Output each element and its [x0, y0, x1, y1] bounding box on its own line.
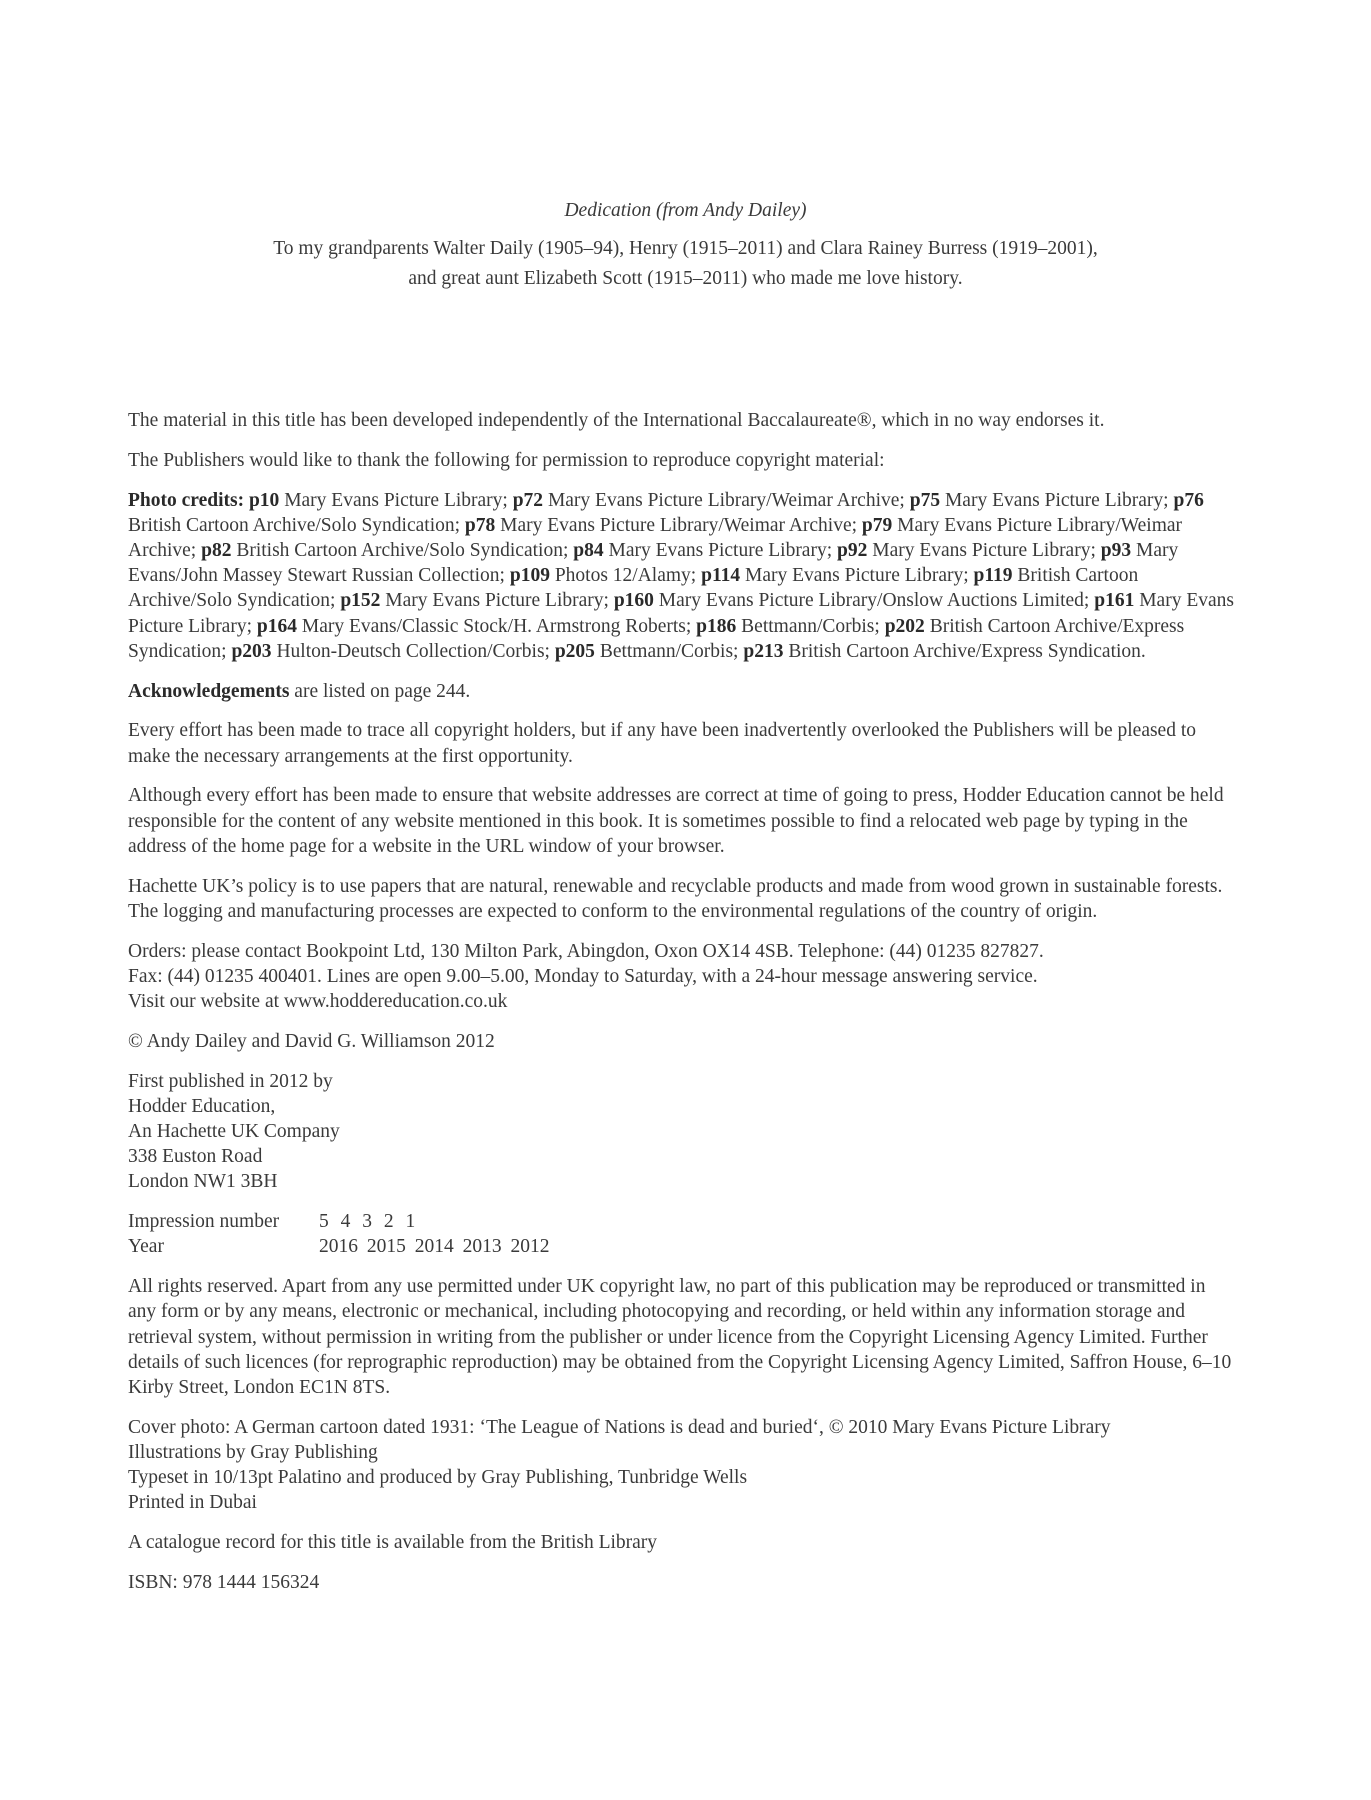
credit-page-ref: p203 [231, 640, 272, 662]
isbn: ISBN: 978 1444 156324 [128, 1572, 320, 1594]
paper-policy: Hachette UK’s policy is to use papers that are natural, renewable and recyclable products and made from wood grown in sustainable forests. The logging and manufacturing processes are expected to conform to the environmental regulations of the country of origin. [128, 875, 1223, 922]
credit-page-ref: p109 [509, 565, 550, 587]
credit-page-ref: p76 [1173, 489, 1204, 511]
acknowledgements-text: are listed on page 244. [289, 680, 471, 702]
dedication-title: Dedication (from Andy Dailey) [564, 200, 807, 221]
credit-source: Mary Evans/Classic Stock/H. Armstrong Roberts; [296, 615, 697, 637]
credit-page-ref: p213 [743, 640, 784, 662]
credit-source: Mary Evans Picture Library; [740, 565, 974, 587]
publisher-city: London NW1 3BH [128, 1171, 278, 1193]
credit-page-ref: p79 [861, 514, 893, 536]
dedication-line-1: To my grandparents Walter Daily (1905–94), Henry (1915–2011) and Clara Rainey Burress (1919–2001), [273, 238, 1098, 259]
orders-line: Orders: please contact Bookpoint Ltd, 130 Milton Park, Abingdon, Oxon OX14 4SB. Telephone: (44) 01235 827827. [128, 940, 1044, 962]
credit-page-ref: p152 [340, 590, 381, 612]
impression-value: 5 4 3 2 1 [319, 1211, 416, 1233]
year-row [128, 1234, 550, 1259]
credit-source: Mary Evans Picture Library/Weimar Archive; [543, 489, 910, 511]
year-value: 2016 2015 2014 2013 2012 [319, 1236, 550, 1258]
credit-page-ref: p93 [1100, 540, 1132, 561]
photo-credits [128, 488, 1238, 664]
credit-page-ref: p78 [464, 514, 496, 536]
credit-page-ref: p160 [613, 590, 654, 612]
illustrations-credit: Illustrations by Gray Publishing [128, 1442, 378, 1464]
credit-page-ref: p82 [201, 540, 232, 561]
credit-page-ref: p205 [554, 640, 595, 662]
impression-table [128, 1209, 550, 1259]
credit-source: Mary Evans Picture Library/Weimar Archive; [495, 514, 862, 536]
credit-source: Bettmann/Corbis; [736, 615, 885, 637]
credit-page-ref: p164 [256, 615, 297, 637]
publisher-company: An Hachette UK Company [128, 1121, 340, 1143]
credit-source: Mary Evans Picture Library; [279, 489, 513, 511]
credit-source: British Cartoon Archive/Solo Syndication; [128, 514, 465, 536]
credit-source: Mary Evans/John Massey Stewart Russian Collection; [128, 540, 1179, 587]
published-line: First published in 2012 by [128, 1070, 333, 1092]
impression-label: Impression number [128, 1211, 280, 1233]
typeset-credit: Typeset in 10/13pt Palatino and produced by Gray Publishing, Tunbridge Wells [128, 1467, 748, 1489]
credit-source: Mary Evans Picture Library; [940, 489, 1174, 511]
photo-credits-label: Photo credits: [128, 489, 245, 511]
credit-source: Hulton-Deutsch Collection/Corbis; [271, 640, 555, 662]
credit-source: Mary Evans Picture Library; [380, 590, 614, 612]
credit-page-ref: p202 [884, 615, 925, 637]
fax-line: Fax: (44) 01235 400401. Lines are open 9.00–5.00, Monday to Saturday, with a 24-hour message answering service. [128, 965, 1038, 987]
credit-source: Mary Evans Picture Library/Weimar Archive; [128, 514, 1183, 561]
production-credits [128, 1415, 1238, 1516]
credit-page-ref: p72 [512, 489, 544, 511]
website-line: Visit our website at www.hoddereducation.co.uk [128, 991, 508, 1013]
credit-page-ref: p84 [573, 540, 604, 561]
copyright-line: © Andy Dailey and David G. Williamson 2012 [128, 1030, 495, 1052]
publisher-address [128, 1069, 1238, 1195]
credit-source: British Cartoon Archive/Solo Syndication; [128, 565, 1139, 612]
credit-page-ref: p119 [973, 565, 1013, 587]
credit-source: Bettmann/Corbis; [594, 640, 744, 662]
catalogue-record: A catalogue record for this title is available from the British Library [128, 1532, 658, 1554]
credit-source: Mary Evans Picture Library; [603, 540, 837, 561]
acknowledgements-note [128, 679, 1238, 704]
publisher-street: 338 Euston Road [128, 1146, 263, 1168]
acknowledgements-label: Acknowledgements [128, 680, 290, 702]
credit-page-ref: p161 [1094, 590, 1135, 612]
website-notice: Although every effort has been made to ensure that website addresses are correct at time of going to press, Hodder Education cannot be held responsible for the content of any website mentioned in this book. It is sometimes possible to find a relocated web page by typing in the address of the home page for a website in the URL window of your browser. [128, 785, 1224, 857]
credit-page-ref: p10 [248, 489, 280, 511]
dedication-line-2: and great aunt Elizabeth Scott (1915–2011) who made me love history. [408, 268, 963, 289]
year-label: Year [128, 1236, 164, 1258]
credit-source: Photos 12/Alamy; [549, 565, 702, 587]
impression-row [128, 1209, 550, 1234]
publisher-name: Hodder Education, [128, 1095, 276, 1117]
credit-source: British Cartoon Archive/Solo Syndication; [231, 540, 574, 561]
rights-reserved: All rights reserved. Apart from any use permitted under UK copyright law, no part of this publication may be reproduced or transmitted in any form or by any means, electronic or mechanical, including photocopying and recording, or held within any information storage and retrieval system, without permission in writing from the publisher or under licence from the Copyright Licensing Agency Limited. Further details of such licences (for reprographic reproduction) may be obtained from the Copyright Licensing Agency Limited, Saffron House, 6–10 Kirby Street, London EC1N 8TS. [128, 1276, 1232, 1399]
printed-in: Printed in Dubai [128, 1492, 257, 1514]
credit-source: British Cartoon Archive/Express Syndication; [128, 615, 1185, 662]
credit-source: British Cartoon Archive/Express Syndication. [783, 640, 1146, 662]
credit-source: Mary Evans Picture Library/Onslow Auctions Limited; [653, 590, 1095, 612]
dedication [0, 196, 1371, 294]
ib-notice: The material in this title has been developed independently of the International Baccalaureate®, which in no way endorses it. [128, 410, 1105, 431]
credit-source: Mary Evans Picture Library; [128, 590, 1234, 637]
credit-page-ref: p114 [701, 565, 741, 587]
orders-info [128, 939, 1238, 1015]
credit-page-ref: p186 [696, 615, 737, 637]
permissions-thanks: The Publishers would like to thank the following for permission to reproduce copyright material: [128, 449, 885, 471]
credit-page-ref: p92 [837, 540, 868, 561]
imprint-text [128, 408, 1238, 1610]
cover-photo-credit: Cover photo: A German cartoon dated 1931: ‘The League of Nations is dead and buried‘, © 2010 Mary Evans Picture Library [128, 1416, 1111, 1438]
credit-page-ref: p75 [909, 489, 941, 511]
copyright-effort: Every effort has been made to trace all copyright holders, but if any have been inadvertently overlooked the Publishers will be pleased to make the necessary arrangements at the first opportunity. [128, 720, 1197, 767]
credit-source: Mary Evans Picture Library; [867, 540, 1101, 561]
